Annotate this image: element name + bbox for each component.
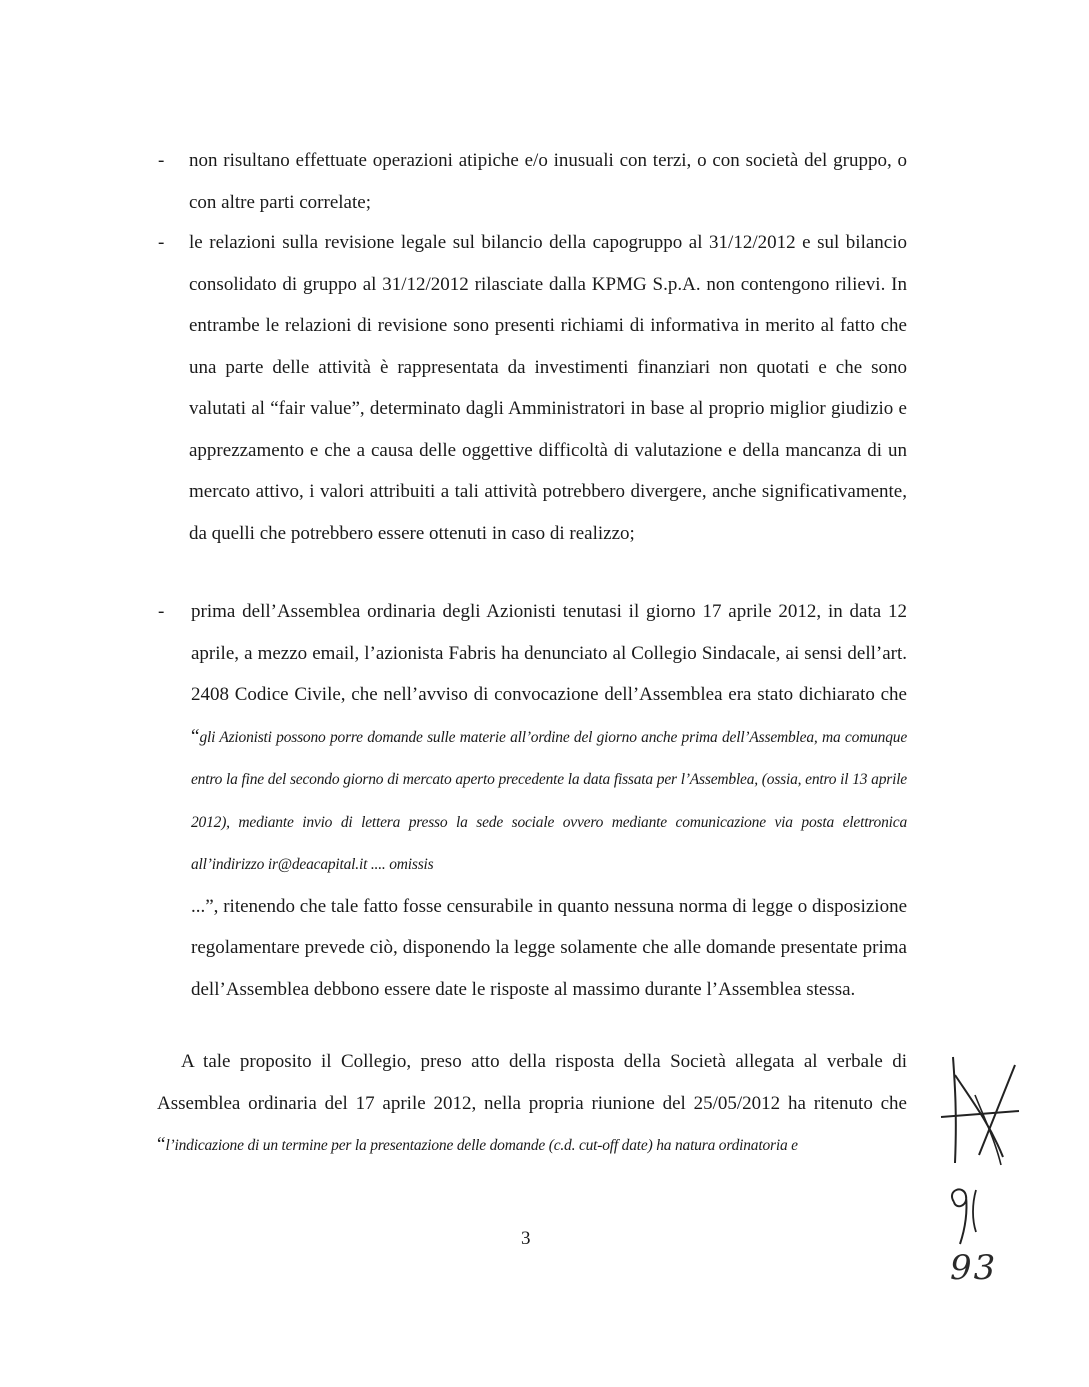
bullet-text — [191, 591, 907, 1010]
paragraph-text: A tale proposito il Collegio, preso atto della risposta della Società allegata al verbale di Assemblea ordinaria del 17 aprile 2012, nella propria riunione del 25/05/2012 ha ritenuto che “ — [157, 1051, 907, 1155]
initials-mark — [942, 1180, 992, 1250]
bullet-text-before: prima dell’Assemblea ordinaria degli Azionisti tenutasi il giorno 17 aprile 2012, in data 12 aprile, a mezzo email, l’azionista Fabris ha denunciato al Collegio Sindacale, ai sensi dell’art. 2408 Codice Civile, che nell’avviso di convocazione dell’Assemblea era stato dichiarato che “ — [191, 601, 907, 747]
bullet-dash: - — [158, 232, 165, 253]
bullet-item-2 — [189, 222, 907, 554]
bullet-item-3 — [191, 591, 907, 1010]
margin-annotation: 93 — [950, 1248, 998, 1288]
body-paragraph — [157, 1041, 907, 1167]
page-number: 3 — [521, 1228, 531, 1249]
bullet-dash: - — [158, 601, 165, 622]
paragraph-quote: l’indicazione di un termine per la presentazione delle domande (c.d. cut-off date) ha natura ordinatoria e — [165, 1137, 798, 1154]
signature-mark — [935, 1045, 1025, 1175]
bullet-text: le relazioni sulla revisione legale sul bilancio della capogruppo al 31/12/2012 e sul bilancio consolidato di gruppo al 31/12/2012 rilasciate dalla KPMG S.p.A. non contengono rilievi. In entrambe le relazioni di revisione sono presenti richiami di informativa in merito al fatto che una parte delle attività è rappresentata da investimenti finanziari non quotati e che sono valutati al “fair value”, determinato dagli Amministratori in base al proprio miglior giudizio e apprezzamento e che a causa delle oggettive difficoltà di valutazione e della mancanza di un mercato attivo, i valori attribuiti a tali attività potrebbero divergere, anche significativamente, da quelli che potrebbero essere ottenuti in caso di realizzo; — [189, 232, 907, 544]
bullet-text: non risultano effettuate operazioni atipiche e/o inusuali con terzi, o con società del gruppo, o con altre parti correlate; — [189, 150, 907, 213]
quoted-text: gli Azionisti possono porre domande sulle materie all’ordine del giorno anche prima dell’Assemblea, ma comunque entro la fine del secondo giorno di mercato aperto precedente la data fissata per l’Assemblea, (ossia, entro il 13 aprile 2012), mediante invio di lettera presso la sede sociale ovvero mediante comunicazione via posta elettronica all’indirizzo ir@deacapital.it .... omissis — [191, 728, 907, 873]
bullet-text-after: ...”, ritenendo che tale fatto fosse censurabile in quanto nessuna norma di legge o disposizione regolamentare prevede ciò, disponendo la legge solamente che alle domande presentate prima dell’Assemblea debbono essere date le risposte al massimo durante l’Assemblea stessa. — [191, 895, 907, 1000]
bullet-item-1 — [189, 140, 907, 223]
bullet-dash: - — [158, 150, 165, 171]
